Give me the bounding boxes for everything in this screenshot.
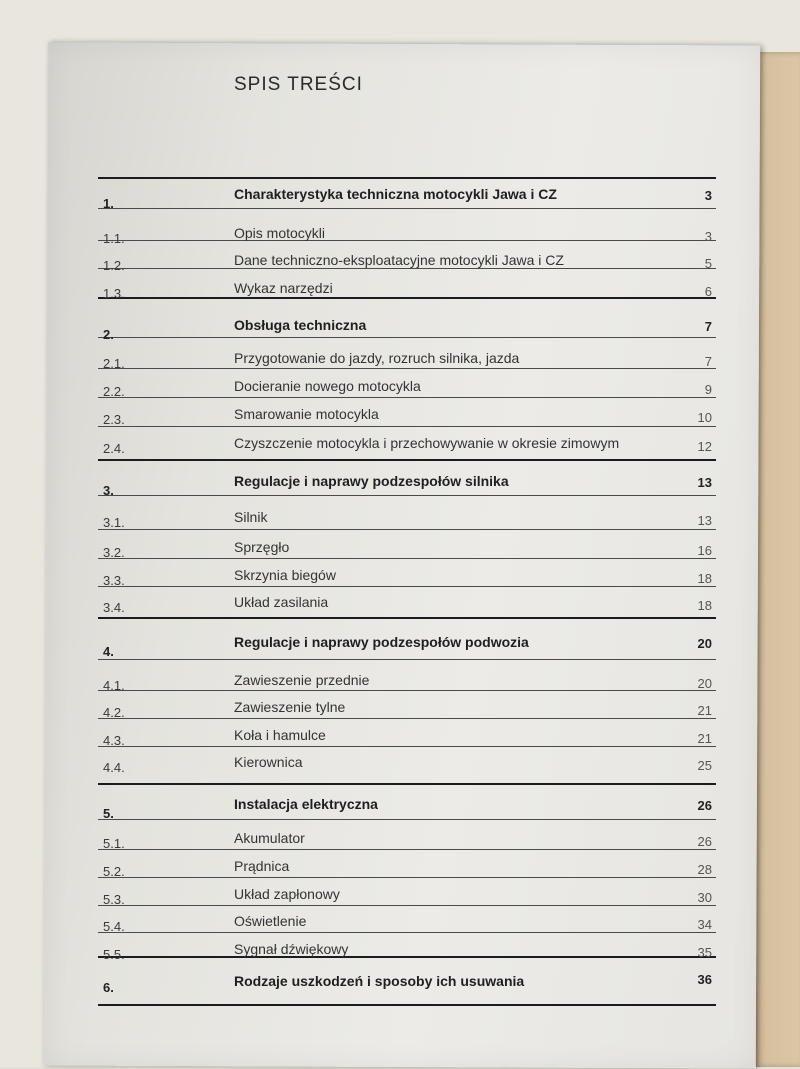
toc-title: Zawieszenie tylne — [234, 699, 346, 715]
divider-line — [98, 368, 716, 369]
divider-line — [98, 459, 716, 461]
toc-title: Koła i hamulce — [234, 727, 326, 743]
toc-title: Charakterystyka techniczna motocykli Jawa i CZ — [234, 186, 557, 202]
toc-number: 2.4. — [103, 441, 125, 456]
toc-page-number: 12 — [697, 439, 712, 454]
divider-line — [98, 426, 716, 427]
divider-line — [98, 819, 716, 820]
divider-line — [98, 877, 716, 878]
toc-title: Opis motocykli — [234, 225, 326, 241]
toc-page-number: 13 — [697, 475, 712, 490]
toc-number: 4.4. — [103, 760, 125, 775]
toc-number: 1. — [103, 196, 114, 211]
toc-page-number: 10 — [697, 410, 712, 425]
toc-number: 1.2. — [103, 258, 125, 273]
toc-title: Silnik — [234, 509, 268, 525]
toc-number: 2.2. — [103, 384, 125, 399]
toc-number: 3. — [103, 483, 114, 498]
toc-number: 3.4. — [103, 600, 125, 615]
toc-number: 4. — [103, 644, 114, 659]
toc-page-number: 36 — [697, 972, 712, 987]
toc-page-number: 30 — [697, 890, 712, 905]
divider-line — [98, 1004, 716, 1006]
toc-title: Obsługa techniczna — [234, 317, 367, 333]
toc-number: 5.3. — [103, 892, 125, 907]
toc-number: 3.1. — [103, 515, 125, 530]
toc-title: Rodzaje uszkodzeń i sposoby ich usuwania — [234, 973, 525, 989]
toc-page-number: 21 — [697, 731, 712, 746]
divider-line — [98, 495, 716, 496]
toc-page-number: 3 — [704, 229, 712, 244]
toc-number: 5.5. — [103, 947, 125, 962]
toc-number: 5. — [103, 806, 114, 821]
toc-title: Instalacja elektryczna — [234, 796, 378, 812]
toc-number: 3.2. — [103, 545, 125, 560]
toc-page-number: 13 — [697, 513, 712, 528]
toc-number: 5.1. — [103, 836, 125, 851]
toc-title: Regulacje i naprawy podzespołów silnika — [234, 473, 509, 489]
toc-page-number: 35 — [697, 945, 712, 960]
toc-page-number: 26 — [697, 798, 712, 813]
toc-page-number: 25 — [697, 758, 712, 773]
toc-title: Prądnica — [234, 858, 290, 874]
toc-number: 5.2. — [103, 864, 125, 879]
toc-number: 2.1. — [103, 356, 125, 371]
divider-line — [98, 905, 716, 906]
divider-line — [98, 177, 716, 179]
toc-number: 1.3. — [103, 286, 125, 301]
divider-line — [98, 297, 716, 299]
divider-line — [98, 718, 716, 719]
toc-title: Zawieszenie przednie — [234, 672, 370, 688]
divider-line — [98, 932, 716, 933]
toc-page-number: 5 — [704, 256, 712, 271]
toc-title: Akumulator — [234, 830, 305, 846]
toc-title: Sygnał dźwiękowy — [234, 941, 349, 957]
divider-line — [98, 397, 716, 398]
toc-number: 5.4. — [103, 919, 125, 934]
toc-page-number: 7 — [704, 319, 712, 334]
divider-line — [98, 783, 716, 785]
divider-line — [98, 529, 716, 530]
divider-line — [98, 659, 716, 660]
toc-page-number: 26 — [697, 834, 712, 849]
toc-number: 1.1. — [103, 231, 125, 246]
toc-page-number: 3 — [704, 188, 712, 203]
toc-title: Sprzęgło — [234, 539, 290, 555]
divider-line — [98, 558, 716, 559]
divider-line — [98, 849, 716, 850]
toc-number: 3.3. — [103, 573, 125, 588]
toc-title: Dane techniczno-eksploatacyjne motocykli Jawa i CZ — [234, 252, 564, 268]
divider-line — [98, 240, 716, 241]
page-title: SPIS TREŚCI — [234, 74, 363, 95]
divider-line — [98, 956, 716, 958]
toc-number: 2. — [103, 327, 114, 342]
divider-line — [98, 746, 716, 747]
divider-line — [98, 617, 716, 619]
divider-line — [98, 690, 716, 691]
toc-title: Przygotowanie do jazdy, rozruch silnika, jazda — [234, 350, 520, 366]
toc-title: Oświetlenie — [234, 913, 307, 929]
toc-page-number: 34 — [697, 917, 712, 932]
divider-line — [98, 337, 716, 338]
toc-number: 6. — [103, 980, 114, 995]
toc-title: Kierownica — [234, 754, 303, 770]
toc-number: 2.3. — [103, 412, 125, 427]
toc-title: Skrzynia biegów — [234, 567, 336, 583]
toc-page-number: 6 — [704, 284, 712, 299]
toc-title: Czyszczenie motocykla i przechowywanie w okresie zimowym — [234, 435, 620, 451]
toc-title: Regulacje i naprawy podzespołów podwozia — [234, 634, 529, 650]
toc-number: 4.3. — [103, 733, 125, 748]
toc-page-number: 18 — [697, 571, 712, 586]
toc-page-number: 9 — [704, 382, 712, 397]
toc-page-number: 16 — [697, 543, 712, 558]
toc-number: 4.1. — [103, 678, 125, 693]
toc-title: Wykaz narzędzi — [234, 280, 333, 296]
toc-page-number: 18 — [697, 598, 712, 613]
toc-title: Docieranie nowego motocykla — [234, 378, 421, 394]
divider-line — [98, 208, 716, 209]
toc-page-number: 28 — [697, 862, 712, 877]
toc-title: Układ zasilania — [234, 594, 329, 610]
toc-page-number: 21 — [697, 703, 712, 718]
toc-title: Smarowanie motocykla — [234, 406, 379, 422]
divider-line — [98, 268, 716, 269]
toc-page-number: 20 — [697, 636, 712, 651]
toc-page-number: 20 — [697, 676, 712, 691]
divider-line — [98, 586, 716, 587]
toc-title: Układ zapłonowy — [234, 886, 340, 902]
toc-number: 4.2. — [103, 705, 125, 720]
toc-page-number: 7 — [704, 354, 712, 369]
